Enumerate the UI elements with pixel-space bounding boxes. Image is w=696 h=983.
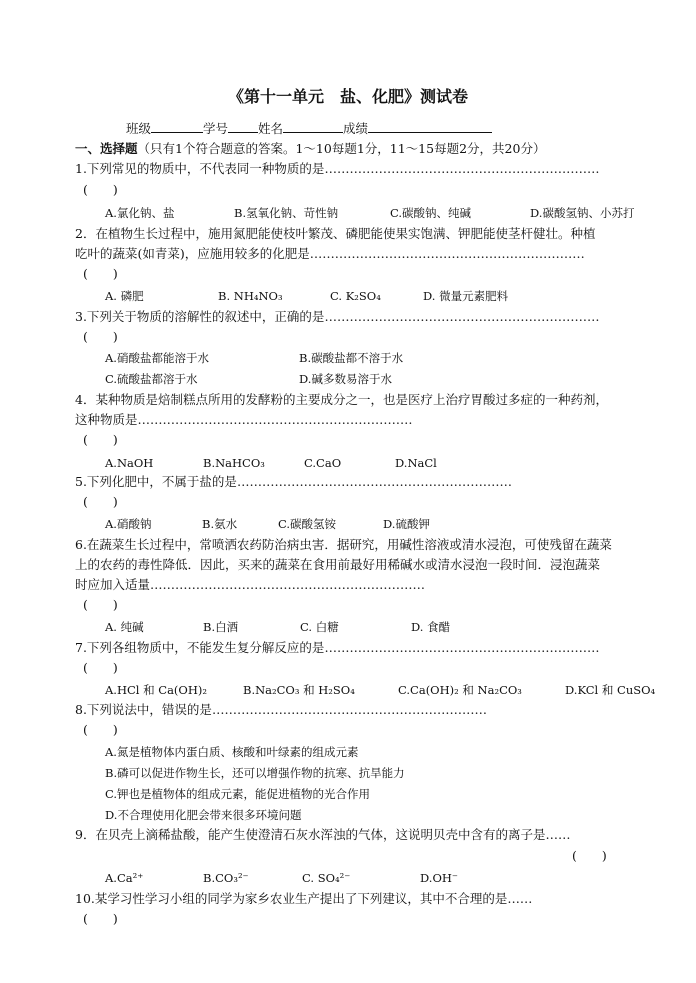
option-d[interactable]: D.碳酸氢钠、小苏打 — [530, 206, 635, 220]
option-d[interactable]: D.KCl 和 CuSO₄ — [565, 683, 656, 697]
option-d[interactable]: D.不合理使用化肥会带来很多环境问题 — [105, 808, 302, 822]
question-text: 4．某种物质是焙制糕点所用的发酵粉的主要成分之一，也是医疗上治疗胃酸过多症的一种药剂， — [75, 392, 608, 407]
section-heading — [75, 141, 545, 157]
question-text: 2．在植物生长过程中，施用氮肥能使枝叶繁茂、磷肥能使果实饱满、钾肥能使茎杆健壮。种植 — [75, 226, 596, 241]
score-label: 成绩 — [343, 121, 369, 136]
id-label: 学号 — [203, 121, 229, 136]
section-note: （只有1个符合题意的答案。1～10每题1分，11～15每题2分，共20分） — [137, 141, 546, 156]
name-blank[interactable] — [283, 120, 343, 133]
option-b[interactable]: B.磷可以促进作物生长，还可以增强作物的抗寒、抗旱能力 — [105, 766, 405, 780]
option-b[interactable]: B.CO₃²⁻ — [203, 871, 249, 885]
question-text: 吃叶的蔬菜(如青菜)，应施用较多的化肥是………………………………………………………… — [75, 246, 585, 261]
question-text: 上的农药的毒性降低．因此，买来的蔬菜在食用前最好用稀碱水或清水浸泡一段时间．浸泡蔬菜 — [75, 557, 601, 572]
option-a[interactable]: A.HCl 和 Ca(OH)₂ — [105, 683, 207, 697]
option-c[interactable]: C.碳酸钠、纯碱 — [390, 206, 472, 220]
option-a[interactable]: A.Ca²⁺ — [105, 871, 144, 885]
section-title: 一、选择题 — [75, 141, 138, 156]
question-text: 7.下列各组物质中，不能发生复分解反应的是………………………………………………………… — [75, 640, 600, 655]
question-text: 6.在蔬菜生长过程中，常喷洒农药防治病虫害．据研究，用碱性溶液或清水浸泡，可使残留在蔬菜 — [75, 537, 612, 552]
class-label: 班级 — [126, 121, 152, 136]
option-c[interactable]: C.硫酸盐都溶于水 — [105, 372, 198, 386]
option-a[interactable]: A.NaOH — [105, 456, 154, 470]
answer-paren[interactable]: ( ) — [83, 494, 118, 509]
class-blank[interactable] — [151, 120, 203, 133]
answer-paren[interactable]: ( ) — [83, 911, 118, 926]
option-b[interactable]: B.白酒 — [203, 620, 239, 634]
page-title: 《第十一单元 盐、化肥》测试卷 — [227, 87, 468, 106]
option-c[interactable]: C. SO₄²⁻ — [302, 871, 351, 885]
question-text: 1.下列常见的物质中，不代表同一种物质的是………………………………………………………… — [75, 161, 600, 176]
option-a[interactable]: A.硝酸盐都能溶于水 — [105, 351, 209, 365]
option-b[interactable]: B.NaHCO₃ — [203, 456, 265, 470]
answer-paren[interactable]: ( ) — [83, 597, 118, 612]
answer-paren[interactable]: ( ) — [83, 660, 118, 675]
option-a[interactable]: A.硝酸钠 — [105, 517, 152, 531]
option-d[interactable]: D.硫酸钾 — [383, 517, 430, 531]
name-label: 姓名 — [258, 121, 284, 136]
question-text: 10.某学习性学习小组的同学为家乡农业生产提出了下列建议，其中不合理的是…… — [75, 891, 533, 906]
option-a[interactable]: A.氮是植物体内蛋白质、核酸和叶绿素的组成元素 — [105, 745, 359, 759]
option-a[interactable]: A. 磷肥 — [105, 289, 144, 303]
option-c[interactable]: C. K₂SO₄ — [330, 289, 381, 303]
question-text: 时应加入适量………………………………………………………… — [75, 577, 426, 592]
score-blank[interactable] — [368, 120, 492, 133]
option-b[interactable]: B.碳酸盐都不溶于水 — [299, 351, 404, 365]
question-text: 8.下列说法中，错误的是………………………………………………………… — [75, 702, 487, 717]
answer-paren[interactable]: ( ) — [83, 329, 118, 344]
answer-paren[interactable]: ( ) — [83, 722, 118, 737]
option-c[interactable]: C. 白糖 — [300, 620, 339, 634]
option-a[interactable]: A.氯化钠、盐 — [105, 206, 175, 220]
question-text: 5.下列化肥中，不属于盐的是………………………………………………………… — [75, 474, 512, 489]
option-c[interactable]: C.Ca(OH)₂ 和 Na₂CO₃ — [398, 683, 522, 697]
answer-paren[interactable]: ( ) — [83, 182, 118, 197]
answer-paren[interactable]: ( ) — [572, 848, 607, 863]
option-b[interactable]: B.Na₂CO₃ 和 H₂SO₄ — [243, 683, 355, 697]
id-blank[interactable] — [228, 120, 258, 133]
answer-paren[interactable]: ( ) — [83, 432, 118, 447]
option-d[interactable]: D. 食醋 — [411, 620, 451, 634]
option-b[interactable]: B.氢氧化钠、苛性钠 — [234, 206, 339, 220]
question-text: 3.下列关于物质的溶解性的叙述中，正确的是………………………………………………………… — [75, 309, 600, 324]
option-b[interactable]: B. NH₄NO₃ — [218, 289, 283, 303]
question-text: 这种物质是………………………………………………………… — [75, 412, 413, 427]
option-c[interactable]: C.钾也是植物体的组成元素，能促进植物的光合作用 — [105, 787, 371, 801]
answer-paren[interactable]: ( ) — [83, 266, 118, 281]
option-a[interactable]: A. 纯碱 — [105, 620, 144, 634]
option-d[interactable]: D.NaCl — [395, 456, 437, 470]
option-d[interactable]: D.碱多数易溶于水 — [299, 372, 392, 386]
student-info-line — [126, 120, 492, 137]
option-d[interactable]: D. 微量元素肥料 — [423, 289, 509, 303]
option-b[interactable]: B.氨水 — [202, 517, 238, 531]
option-d[interactable]: D.OH⁻ — [420, 871, 458, 885]
option-c[interactable]: C.碳酸氢铵 — [278, 517, 337, 531]
option-c[interactable]: C.CaO — [304, 456, 342, 470]
question-text: 9．在贝壳上滴稀盐酸，能产生使澄清石灰水浑浊的气体，这说明贝壳中含有的离子是…… — [75, 827, 571, 842]
